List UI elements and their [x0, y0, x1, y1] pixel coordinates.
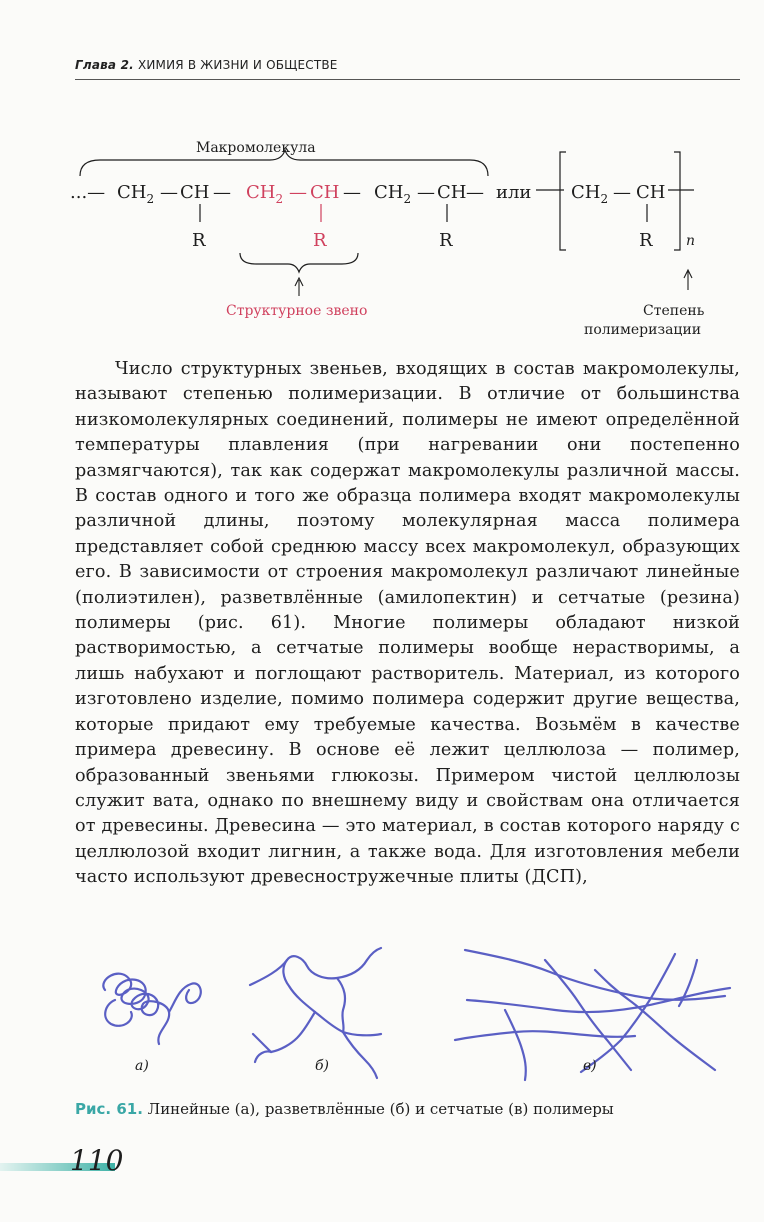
figure-caption — [75, 1100, 740, 1118]
svg-text:CH: CH — [437, 182, 467, 203]
linear-polymer — [103, 974, 200, 1044]
svg-text:CH2: $CH_2$ — [246, 182, 284, 206]
unit-3 — [374, 182, 484, 251]
svg-text:—: — — [417, 182, 435, 203]
macromolecule-label: Макромолекула — [196, 140, 316, 156]
page-number: 110 — [70, 1144, 124, 1177]
chain-start: ...— — [70, 182, 106, 203]
structural-unit-highlight — [246, 182, 339, 251]
polymer-formula — [0, 0, 764, 360]
svg-text:CH2: $CH_2$ — [374, 182, 412, 206]
repeat-unit — [536, 152, 695, 251]
svg-text:CH: CH — [636, 182, 666, 203]
svg-text:—: — — [613, 182, 631, 203]
chapter-number: Глава 2. — [75, 58, 134, 72]
svg-text:CH: CH — [180, 182, 210, 203]
body-paragraph: Число структурных звеньев, входящих в состав макромолекулы, называют степенью полимеризации. В отличие от большинства низкомолекулярных соединений, полимеры не имеют определённой температуры плавления (при нагревании они постепенно размягчаются), так как содержат макромолекулы различной массы. В состав одного и того же образца полимера входят макромолекулы различной длины, поэтому молекулярная масса полимера представляет собой среднюю массу всех макромолекул, образующих его. В зависимости от строения макромолекул различают линейные (полиэтилен), разветвлённые (амилопектин) и сетчатые (резина) полимеры (рис. 61). Многие полимеры обладают низкой растворимостью, а сетчатые полимеры вообще нерастворимы, а лишь набухают и поглощают растворитель. Материал, из которого изготовлено изделие, помимо полимера содержит другие вещества, которые придают ему требуемые качества. Возьмём в качестве примера древесину. В основе её лежит целлюлоза — полимер, образованный звеньями глюкозы. Примером чистой целлюлозы служит вата, однако по внешнему виду и свойствам она отличается от древесины. Древесина — это материал, в состав которого наряду с целлюлозой входит лигнин, а также вода. Для изготовления мебели часто используют древесностружечные плиты (ДСП), — [75, 359, 740, 888]
degree-label-1: Степень — [643, 303, 705, 319]
caption-label: Рис. 61. — [75, 1100, 143, 1118]
svg-text:—: — — [213, 182, 231, 203]
figure-label-b: б) — [315, 1058, 330, 1074]
figure-label-c: в) — [583, 1058, 597, 1074]
svg-text:n: n — [686, 233, 696, 249]
svg-text:CH2: $CH_2$ — [117, 182, 155, 206]
svg-text:—: — — [466, 182, 484, 203]
svg-text:—: — — [343, 182, 361, 203]
structural-unit-brace — [240, 253, 358, 272]
figure-label-a: а) — [135, 1058, 149, 1074]
unit-1 — [117, 182, 209, 251]
svg-text:R: R — [192, 230, 206, 251]
chapter-title: ХИМИЯ В ЖИЗНИ И ОБЩЕСТВЕ — [137, 58, 338, 72]
degree-label-2: полимеризации — [584, 322, 702, 338]
caption-text: Линейные (а), разветвлённые (б) и сетчатые (в) полимеры — [147, 1100, 614, 1118]
svg-text:—: — — [160, 182, 178, 203]
svg-text:—: — — [289, 182, 307, 203]
svg-text:R: R — [313, 230, 327, 251]
svg-text:R: R — [439, 230, 453, 251]
main-paragraph-block — [75, 357, 740, 891]
svg-text:R: R — [639, 230, 653, 251]
polymer-structures-figure — [75, 940, 740, 1090]
or-word: или — [496, 182, 532, 203]
svg-text:CH: CH — [310, 182, 340, 203]
svg-text:CH2: $CH_2$ — [571, 182, 609, 206]
structural-unit-label: Структурное звено — [226, 303, 368, 319]
